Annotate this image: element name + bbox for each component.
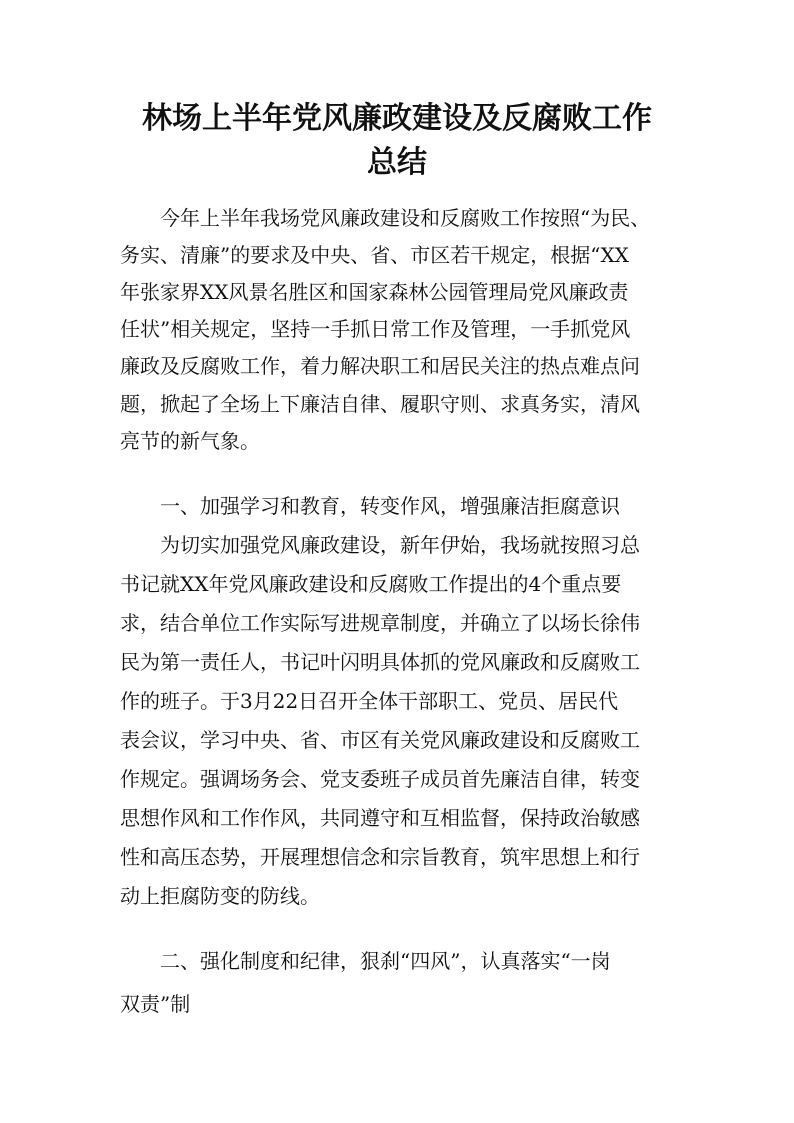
section-heading-2: 二、强化制度和纪律，狠刹“四风”，认真落实“一岗	[160, 949, 611, 973]
paragraph-line: 亮节的新气象。	[120, 429, 260, 453]
paragraph-line: 思想作风和工作作风，共同遵守和互相监督，保持政治敏感	[120, 806, 640, 830]
paragraph-line: 书记就XX年党风廉政建设和反腐败工作提出的4个重点要	[120, 572, 622, 596]
paragraph-line: 任状”相关规定，坚持一手抓日常工作及管理，一手抓党风	[120, 317, 631, 341]
paragraph-line: 今年上半年我场党风廉政建设和反腐败工作按照“为民、	[160, 206, 651, 230]
paragraph-line: 作规定。强调场务会、党支委班子成员首先廉洁自律，转变	[120, 767, 640, 791]
paragraph-line: 民为第一责任人，书记叶闪明具体抓的党风廉政和反腐败工	[120, 650, 640, 674]
paragraph-line: 动上拒腐防变的防线。	[120, 884, 320, 908]
document-title-line-1: 林场上半年党风廉政建设及反腐败工作	[142, 101, 652, 136]
section-heading-1: 一、加强学习和教育，转变作风，增强廉洁拒腐意识	[160, 494, 620, 518]
paragraph-line: 求，结合单位工作实际写进规章制度，并确立了以场长徐伟	[120, 611, 640, 635]
paragraph-line: 廉政及反腐败工作，着力解决职工和居民关注的热点难点问	[120, 354, 640, 378]
paragraph-line: 表会议，学习中央、省、市区有关党风廉政建设和反腐败工	[120, 728, 640, 752]
paragraph-line: 务实、清廉”的要求及中央、省、市区若干规定，根据“XX	[120, 243, 629, 267]
document-title-line-2: 总结	[367, 145, 427, 180]
paragraph-line: 为切实加强党风廉政建设，新年伊始，我场就按照习总	[160, 533, 640, 557]
paragraph-line: 年张家界XX风景名胜区和国家森林公园管理局党风廉政责	[120, 280, 629, 304]
paragraph-line: 性和高压态势，开展理想信念和宗旨教育，筑牢思想上和行	[120, 845, 640, 869]
paragraph-line: 作的班子。于3月22日召开全体干部职工、党员、居民代	[120, 689, 619, 713]
paragraph-line: 题，掀起了全场上下廉洁自律、履职守则、求真务实，清风	[120, 392, 640, 416]
paragraph-line: 双责”制	[120, 992, 191, 1016]
